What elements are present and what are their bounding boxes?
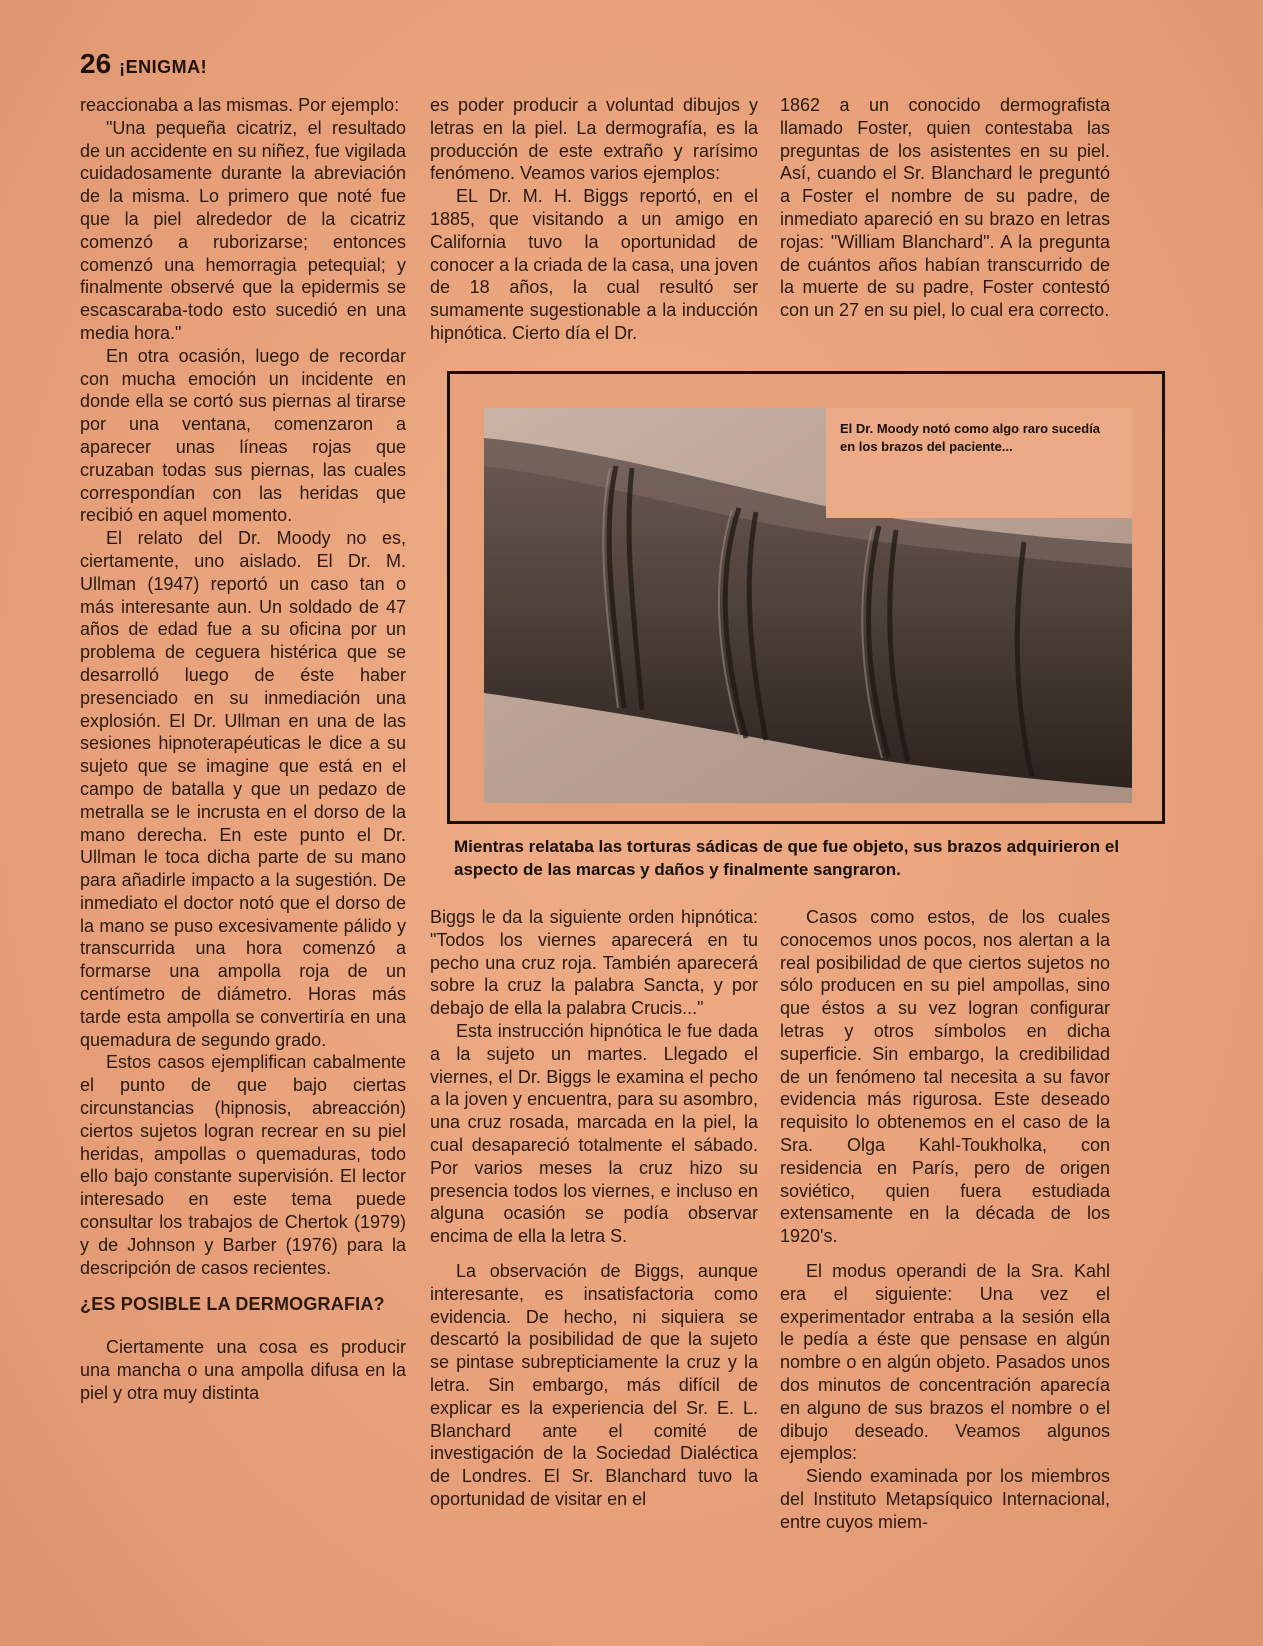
col1-paragraph-5: Estos casos ejemplifican cabalmente el punto de que bajo ciertas circunstancias (hipnosis, abreacción) ciertos sujetos logran recrear en su piel heridas, ampollas o quemaduras, todo ello bajo constante supervisión. El lector interesado en este tema puede consultar los trabajos de Chertok (1979) y de Johnson y Barber (1976) para la descripción de casos recientes. xyxy=(80,1052,406,1278)
inset-caption: El Dr. Moody notó como algo raro sucedía en los brazos del paciente... xyxy=(826,408,1132,518)
column-3-bottom xyxy=(780,906,1110,1534)
photo-figure xyxy=(447,371,1165,824)
col1-paragraph-1: reaccionaba a las mismas. Por ejemplo: xyxy=(80,95,400,115)
col2-paragraph-2: EL Dr. M. H. Biggs reportó, en el 1885, que visitando a un amigo en California tuvo la oportunidad de conocer a la criada de la casa, una joven de 18 años, la cual resultó ser sumamente sugestionable a la inducción hipnótica. Cierto día el Dr. xyxy=(430,186,758,343)
figure-caption: Mientras relataba las torturas sádicas de que fue objeto, sus brazos adquirieron el aspecto de las marcas y daños y finalmente sangraron. xyxy=(454,837,1120,879)
page-header xyxy=(80,48,207,80)
col2-paragraph-4: Esta instrucción hipnótica le fue dada a la sujeto un martes. Llegado el viernes, el Dr. Biggs le examina el pecho a la joven y encuentra, para su asombro, una cruz rosada, marcada en la piel, la cual desapareció totalmente el sábado. Por varios meses la cruz hizo su presencia todos los viernes, e incluso en alguna ocasión se podía observar encima de ella la letra S. xyxy=(430,1020,758,1247)
column-2-top xyxy=(430,94,758,345)
column-1 xyxy=(80,94,406,1405)
col1-paragraph-6: Ciertamente una cosa es producir una mancha o una ampolla difusa en la piel y otra muy distinta xyxy=(80,1337,406,1403)
magazine-name: ¡ENIGMA! xyxy=(119,57,208,77)
section-heading: ¿ES POSIBLE LA DERMOGRAFIA? xyxy=(80,1294,385,1315)
col3-paragraph-2: Casos como estos, de los cuales conocemos unos pocos, nos alertan a la real posibilidad de que ciertos sujetos no sólo producen en su piel ampollas, sino que éstos a su vez logran configurar letras y otros símbolos en dicha superficie. Sin embargo, la credibilidad de un fenómeno tal necesita a su favor evidencia más rigurosa. Este deseado requisito lo obtenemos en el caso de la Sra. Olga Kahl-Toukholka, con residencia en París, pero de origen soviético, quien fuera estudiada extensamente en la década de los 1920's. xyxy=(780,907,1110,1247)
col2-paragraph-3: Biggs le da la siguiente orden hipnótica: "Todos los viernes aparecerá en tu pecho una cruz roja. También aparecerá sobre la cruz la palabra Sancta, y por debajo de ella la palabra Crucis..." xyxy=(430,907,758,1019)
col3-paragraph-3: El modus operandi de la Sra. Kahl era el siguiente: Una vez el experimentador entraba a la sesión ella le pedía a éste que pensase en algún nombre o en algún objeto. Pasados unos dos minutos de concentración aparecía en alguno de sus brazos el nombre o el dibujo deseado. Veamos algunos ejemplos: xyxy=(780,1260,1110,1464)
column-2-bottom xyxy=(430,906,758,1511)
col3-paragraph-1: 1862 a un conocido dermografista llamado Foster, quien contestaba las preguntas de los asistentes en su piel. Así, cuando el Sr. Blanchard le preguntó a Foster el nombre de su padre, de inmediato apareció en su brazo en letras rojas: "William Blanchard". A la pregunta de cuántos años habían transcurrido de la muerte de su padre, Foster contestó con un 27 en su piel, lo cual era correcto. xyxy=(780,95,1110,321)
col2-paragraph-1: es poder producir a voluntad dibujos y letras en la piel. La dermografía, es la producción de este extraño y rarísimo fenómeno. Veamos varios ejemplos: xyxy=(430,95,758,184)
col1-paragraph-2: "Una pequeña cicatriz, el resultado de un accidente en su niñez, fue vigilada cuidadosamente durante la abreviación de la misma. Lo primero que noté fue que la piel alrededor de la cicatriz comenzó a ruborizarse; entonces comenzó una hemorragia petequial; y finalmente observé que la epidermis se escascaraba-todo esto sucedió en una media hora." xyxy=(80,117,406,343)
page-number: 26 xyxy=(80,48,112,79)
col1-paragraph-4: El relato del Dr. Moody no es, ciertamente, uno aislado. El Dr. M. Ullman (1947) reportó un caso tan o más interesante aun. Un soldado de 47 años de edad fue a su oficina por un problema de ceguera histérica que se desarrolló luego de éste haber presenciado en su inmediación una explosión. El Dr. Ullman en una de las sesiones hipnoterapéuticas le dice a su sujeto que se imagine que está en el campo de batalla y que un pedazo de metralla se le incrusta en el dorso de la mano derecha. En este punto el Dr. Ullman le toca dicha parte de su mano para añadirle impacto a la sugestión. De inmediato el doctor notó que el dorso de la mano se puso excesivamente pálido y transcurrida una hora comenzó a formarse una ampolla roja de un centímetro de diámetro. Horas más tarde esta ampolla se convertiría en una quemadura de segundo grado. xyxy=(80,528,406,1050)
col1-paragraph-3: En otra ocasión, luego de recordar con mucha emoción un incidente en donde ella se cortó sus piernas al tirarse por una ventana, comenzaron a aparecer unas líneas rojas que cruzaban todas sus piernas, las cuales correspondían con las heridas que recibió en aquel momento. xyxy=(80,345,406,526)
col2-paragraph-5: La observación de Biggs, aunque interesante, es insatisfactoria como evidencia. De hecho, ni siquiera se descartó la posibilidad de que la sujeto se pintase subrepticiamente la cruz y la letra. Sin embargo, más difícil de explicar es la experiencia del Sr. E. L. Blanchard ante el comité de investigación de la Sociedad Dialéctica de Londres. El Sr. Blanchard tuvo la oportunidad de visitar en el xyxy=(430,1260,758,1509)
column-3-top xyxy=(780,94,1110,322)
col3-paragraph-4: Siendo examinada por los miembros del Instituto Metapsíquico Internacional, entre cuyos miem- xyxy=(780,1466,1110,1532)
